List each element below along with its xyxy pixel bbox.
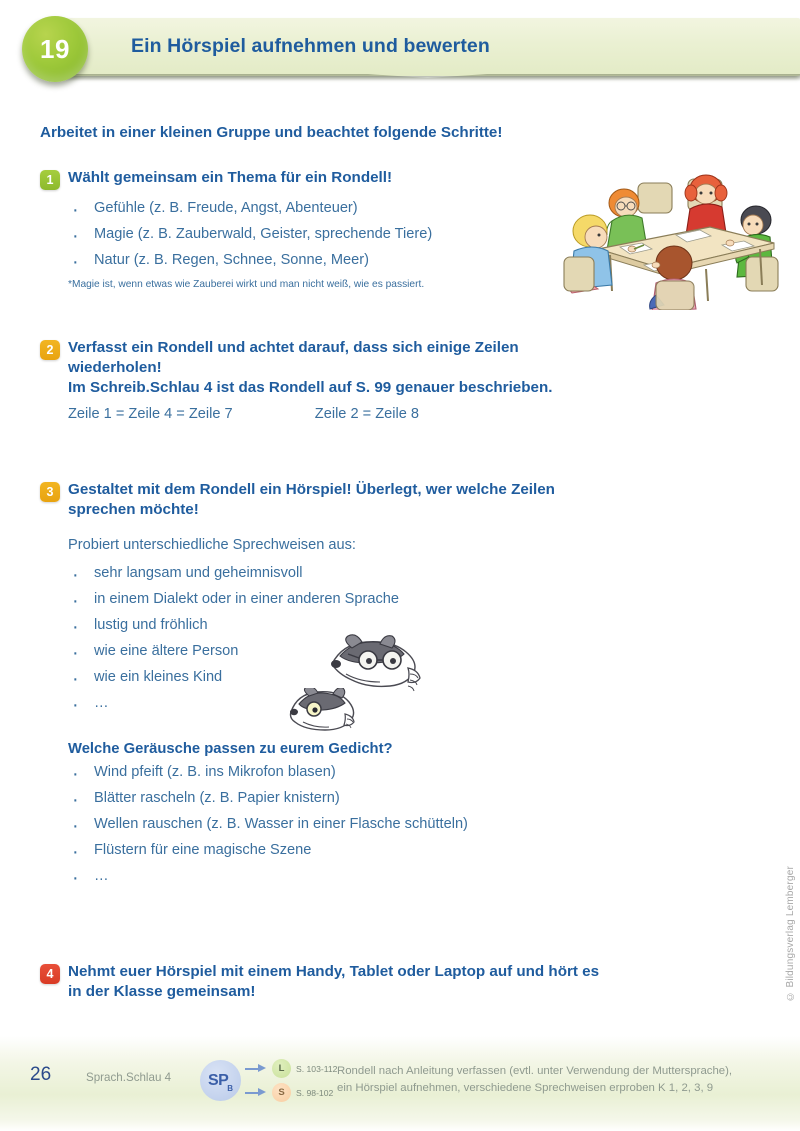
reference-row-s	[245, 1083, 333, 1102]
list-item: · wie eine ältere Person	[68, 639, 720, 665]
step-3-number: 3	[46, 485, 54, 499]
list-item: · Wind pfeift (z. B. ins Mikrofon blasen)	[68, 760, 720, 786]
list-item: · Flüstern für eine magische Szene	[68, 838, 720, 864]
footer-description-line-2: ein Hörspiel aufnehmen, verschiedene Sprechweisen erproben K 1, 2, 3, 9	[337, 1082, 714, 1095]
step-3-sound-list	[68, 760, 720, 890]
step-4-heading-line-2: in der Klasse gemeinsam!	[68, 983, 256, 1001]
book-title: Sprach.Schlau 4	[86, 1071, 172, 1084]
step-4	[40, 962, 730, 1002]
step-2-zeile-row	[68, 406, 720, 422]
young-badger-illustration	[285, 688, 357, 736]
list-item: · in einem Dialekt oder in einer anderen Sprache	[68, 587, 720, 613]
step-2-badge	[40, 340, 60, 360]
intro-text: Arbeitet in einer kleinen Gruppe und beachtet folgende Schritte!	[40, 124, 503, 141]
ref-pages-l: S. 103-112	[296, 1063, 338, 1074]
step-1-bullet-list	[68, 196, 560, 274]
list-item: · Magie (z. B. Zauberwald, Geister, sprechende Tiere)	[68, 222, 560, 248]
reference-row-l	[245, 1059, 337, 1078]
logo-subscript: B	[227, 1084, 234, 1093]
step-4-heading-line-1: Nehmt euer Hörspiel mit einem Handy, Tablet oder Laptop auf und hört es	[68, 963, 600, 980]
step-2-heading-line-1: Verfasst ein Rondell und achtet darauf, dass sich einige Zeilen	[68, 339, 519, 356]
old-badger-illustration	[322, 634, 426, 696]
list-item: · Natur (z. B. Regen, Schnee, Sonne, Meer)	[68, 248, 560, 274]
chapter-number-badge	[22, 16, 88, 82]
page-title: Ein Hörspiel aufnehmen und bewerten	[131, 35, 490, 57]
list-item: · Gefühle (z. B. Freude, Angst, Abenteuer)	[68, 196, 560, 222]
ref-badge-l: L	[272, 1059, 291, 1078]
step-2-number: 2	[46, 343, 54, 357]
step-2	[40, 338, 720, 422]
chapter-number: 19	[40, 33, 70, 64]
zeile-left: Zeile 1 = Zeile 4 = Zeile 7	[68, 405, 233, 422]
step-4-number: 4	[46, 967, 54, 981]
ref-badge-s: S	[272, 1083, 291, 1102]
list-item: · lustig und fröhlich	[68, 613, 720, 639]
group-work-illustration	[560, 165, 782, 310]
step-3-heading-line-2: sprechen möchte!	[68, 501, 199, 519]
list-item: · Blätter rascheln (z. B. Papier knistern)	[68, 786, 720, 812]
arrow-right-icon	[245, 1064, 267, 1074]
arrow-right-icon	[245, 1088, 267, 1098]
step-3-heading-line-1: Gestaltet mit dem Rondell ein Hörspiel! Überlegt, wer welche Zeilen	[68, 481, 555, 498]
list-item: · …	[68, 864, 720, 890]
list-item: · sehr langsam und geheimnisvoll	[68, 561, 720, 587]
step-1-badge	[40, 170, 60, 190]
logo-text: SP	[207, 1071, 229, 1089]
step-1	[40, 168, 560, 290]
step-1-number: 1	[46, 173, 54, 187]
zeile-right: Zeile 2 = Zeile 8	[314, 405, 420, 422]
ref-pages-s: S. 98-102	[296, 1087, 334, 1098]
step-4-badge	[40, 964, 60, 984]
step-2-heading-line-3: Im Schreib.Schlau 4 ist das Rondell auf S. 99 genauer beschrieben.	[68, 379, 553, 397]
step-1-footnote: *Magie ist, wenn etwas wie Zauberei wirkt und man nicht weiß, wie es passiert.	[68, 279, 425, 291]
list-item: · …	[68, 691, 720, 717]
step-3-lead: Probiert unterschiedliche Sprechweisen aus:	[68, 537, 356, 554]
page-header	[0, 0, 800, 110]
footer-description-line-1: Rondell nach Anleitung verfassen (evtl. unter Verwendung der Muttersprache),	[337, 1065, 733, 1077]
step-3-badge	[40, 482, 60, 502]
sprachschlau-logo	[200, 1060, 241, 1101]
page-number: 26	[30, 1064, 52, 1085]
list-item: · wie ein kleines Kind	[68, 665, 720, 691]
list-item: · Wellen rauschen (z. B. Wasser in einer Flasche schütteln)	[68, 812, 720, 838]
footer-description	[337, 1063, 732, 1097]
step-3-sub-heading: Welche Geräusche passen zu eurem Gedicht?	[68, 740, 393, 757]
copyright-notice: © Bildungsverlag Lemberger	[785, 866, 796, 1002]
step-1-heading: Wählt gemeinsam ein Thema für ein Rondell!	[68, 169, 393, 186]
page-footer	[0, 1036, 800, 1131]
step-2-heading-line-2: wiederholen!	[68, 359, 162, 377]
